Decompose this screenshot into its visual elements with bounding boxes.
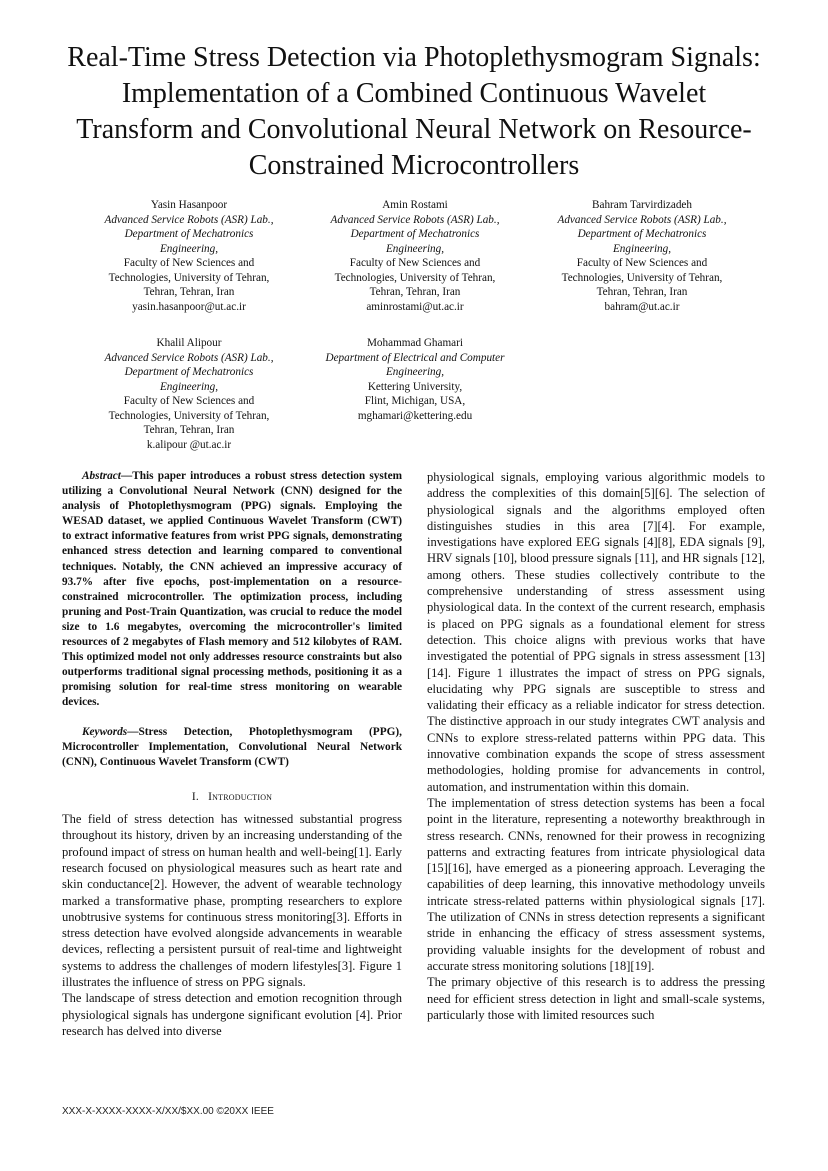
- author-institution: Tehran, Tehran, Iran: [596, 286, 688, 298]
- author-affiliation: Engineering,: [159, 380, 219, 393]
- author-affiliation: Engineering,: [612, 242, 672, 255]
- author-email: aminrostami@ut.ac.ir: [366, 300, 464, 313]
- keywords: [62, 725, 402, 770]
- author-institution: Tehran, Tehran, Iran: [143, 286, 235, 298]
- author-affiliation: Engineering,: [385, 366, 445, 378]
- author-email: mghamari@kettering.edu: [357, 409, 473, 422]
- author-institution: Tehran, Tehran, Iran: [143, 424, 235, 436]
- abstract-text: —This paper introduces a robust stress detection system utilizing a Convolutional Neural Network (CNN) designed for the analysis of Photoplethysmogram (PPG) signals. Employing the WESAD dataset, we applied Continuous Wavelet Transform (CWT) to extract informative features from wrist PPG signals, demonstrating enhanced stress detection and learning compared to conventional techniques. Notably, the CNN achieved an impressive accuracy of 93.7% after five epochs, post-implementation on a resource-constrained microcontroller. The optimization process, including pruning and Post-Train Quantization, was crucial to reduce the model size to 1.6 megabytes, overcoming the microcontroller's limited resources of 2 megabytes of Flash memory and 512 kilobytes of RAM. This optimized model not only addresses resource constraints but also outperforms traditional signal processing methods, positioning it as a promising solution for real-time stress monitoring on wearable devices.: [62, 470, 402, 709]
- author-block: [542, 198, 742, 314]
- section-title: Introduction: [208, 790, 273, 803]
- author-block: [89, 198, 289, 314]
- abstract-label: Abstract: [82, 470, 121, 482]
- author-name: Amin Rostami: [382, 199, 448, 211]
- author-institution: Technologies, University of Tehran,: [334, 271, 496, 284]
- author-institution: Faculty of New Sciences and: [576, 257, 708, 269]
- author-affiliation: Department of Electrical and Computer: [325, 351, 505, 364]
- author-affiliation: Department of Mechatronics: [350, 228, 480, 240]
- author-institution: Technologies, University of Tehran,: [561, 271, 723, 284]
- author-email: yasin.hasanpoor@ut.ac.ir: [132, 300, 246, 313]
- author-affiliation: Engineering,: [385, 242, 445, 255]
- author-name: Yasin Hasanpoor: [150, 199, 228, 211]
- copyright-footer: XXX-X-XXXX-XXXX-X/XX/$XX.00 ©20XX IEEE: [62, 1106, 274, 1117]
- author-name: Khalil Alipour: [156, 337, 222, 349]
- abstract: [62, 469, 402, 711]
- body-paragraph: The field of stress detection has witnessed substantial progress throughout its history, driven by an increasing understanding of the profound impact of stress on human health and well-being[1]. Early research focused on physiological measures such as heart rate and skin conductance[2]. However, the advent of wearable technology marked a transformative phase, prompting researchers to explore unobtrusive systems for continuous stress monitoring[3]. Efforts in stress detection have evolved alongside advancements in wearable devices, reflecting a persistent pursuit of real-time and lightweight systems to address the challenges of modern lifestyles[3]. Figure 1 illustrates the influence of stress on PPG signals.: [62, 812, 402, 990]
- author-affiliation: Advanced Service Robots (ASR) Lab.,: [330, 213, 500, 226]
- keywords-label: Keywords: [82, 725, 128, 738]
- author-institution: Flint, Michigan, USA,: [364, 395, 466, 407]
- author-institution: Tehran, Tehran, Iran: [369, 286, 461, 298]
- author-institution: Technologies, University of Tehran,: [108, 271, 270, 284]
- keywords-text: —Stress Detection, Photoplethysmogram (PPG), Microcontroller Implementation, Convolutional Neural Network (CNN), Continuous Wavelet Transform (CWT): [62, 725, 402, 768]
- section-number: I.: [191, 790, 199, 803]
- author-affiliation: Advanced Service Robots (ASR) Lab.,: [557, 213, 727, 226]
- author-block: [315, 336, 515, 423]
- author-affiliation: Department of Mechatronics: [124, 228, 254, 240]
- author-affiliation: Advanced Service Robots (ASR) Lab.,: [104, 351, 274, 364]
- right-column: [427, 469, 765, 1023]
- body-paragraph: The primary objective of this research is to address the pressing need for efficient stress detection in light and small-scale systems, particularly those with limited resources such: [427, 975, 765, 1022]
- author-institution: Faculty of New Sciences and: [123, 257, 255, 269]
- author-affiliation: Department of Mechatronics: [124, 366, 254, 378]
- author-name: Bahram Tarvirdizadeh: [592, 199, 692, 211]
- paper-title: Real-Time Stress Detection via Photoplethysmogram Signals: Implementation of a Combined Continuous Wavelet Transform and Convolutional Neural Network on Resource-Constrained Microcontrollers: [67, 42, 761, 181]
- author-institution: Faculty of New Sciences and: [123, 395, 255, 407]
- author-email: bahram@ut.ac.ir: [604, 300, 680, 313]
- body-paragraph: The landscape of stress detection and emotion recognition through physiological signals has undergone significant evolution [4]. Prior research has delved into diverse: [62, 991, 402, 1038]
- author-affiliation: Advanced Service Robots (ASR) Lab.,: [104, 213, 274, 226]
- section-heading: [62, 789, 402, 805]
- body-paragraph: The implementation of stress detection systems has been a focal point in the literature, representing a noteworthy breakthrough in stress research. CNNs, renowned for their prowess in recognizing patterns and extracting features from intricate physiological data [15][16], have emerged as a pioneering approach. Leveraging the capabilities of deep learning, this innovative methodology unveils intricate stress-related patterns within physiological signals [17]. The utilization of CNNs in stress detection represents a significant stride in enhancing the efficacy of stress assessment systems, providing valuable insights for the development of robust and accurate stress monitoring solutions [18][19].: [427, 795, 765, 973]
- author-institution: Kettering University,: [367, 380, 463, 393]
- author-affiliation: Engineering,: [159, 242, 219, 255]
- author-institution: Technologies, University of Tehran,: [108, 409, 270, 422]
- left-column: [62, 469, 402, 1039]
- body-paragraph: physiological signals, employing various algorithmic models to address the complexities of this domain[5][6]. The selection of physiological signals and the algorithms employed often distinguishes studies in this area [7][4]. For example, investigations have explored EEG signals [4][8], EDA signals [9], HRV signals [10], blood pressure signals [11], and HR signals [12], among others. These studies collectively contribute to the comprehensive understanding of stress assessment using physiological data. In the context of the current research, emphasis is placed on PPG signals as a foundational element for stress detection. This choice aligns with previous works that have investigated the potential of PPG signals in stress assessment [13][14]. Figure 1 illustrates the impact of stress on PPG signals, elucidating why PPG signals are susceptible to stress and validating their efficacy as a reliable indicator for stress detection. The distinctive approach in our study integrates CWT analysis and CNNs to explore stress-related patterns within PPG data. This innovative combination expands the scope of stress assessment methodologies, holding promise for advancements in control, automation, and instrumentation within this domain.: [427, 470, 765, 794]
- author-block: [89, 336, 289, 452]
- author-name: Mohammad Ghamari: [366, 337, 463, 349]
- author-institution: Faculty of New Sciences and: [349, 257, 481, 269]
- author-affiliation: Department of Mechatronics: [577, 228, 707, 240]
- author-block: [315, 198, 515, 314]
- author-email: k.alipour @ut.ac.ir: [146, 438, 232, 451]
